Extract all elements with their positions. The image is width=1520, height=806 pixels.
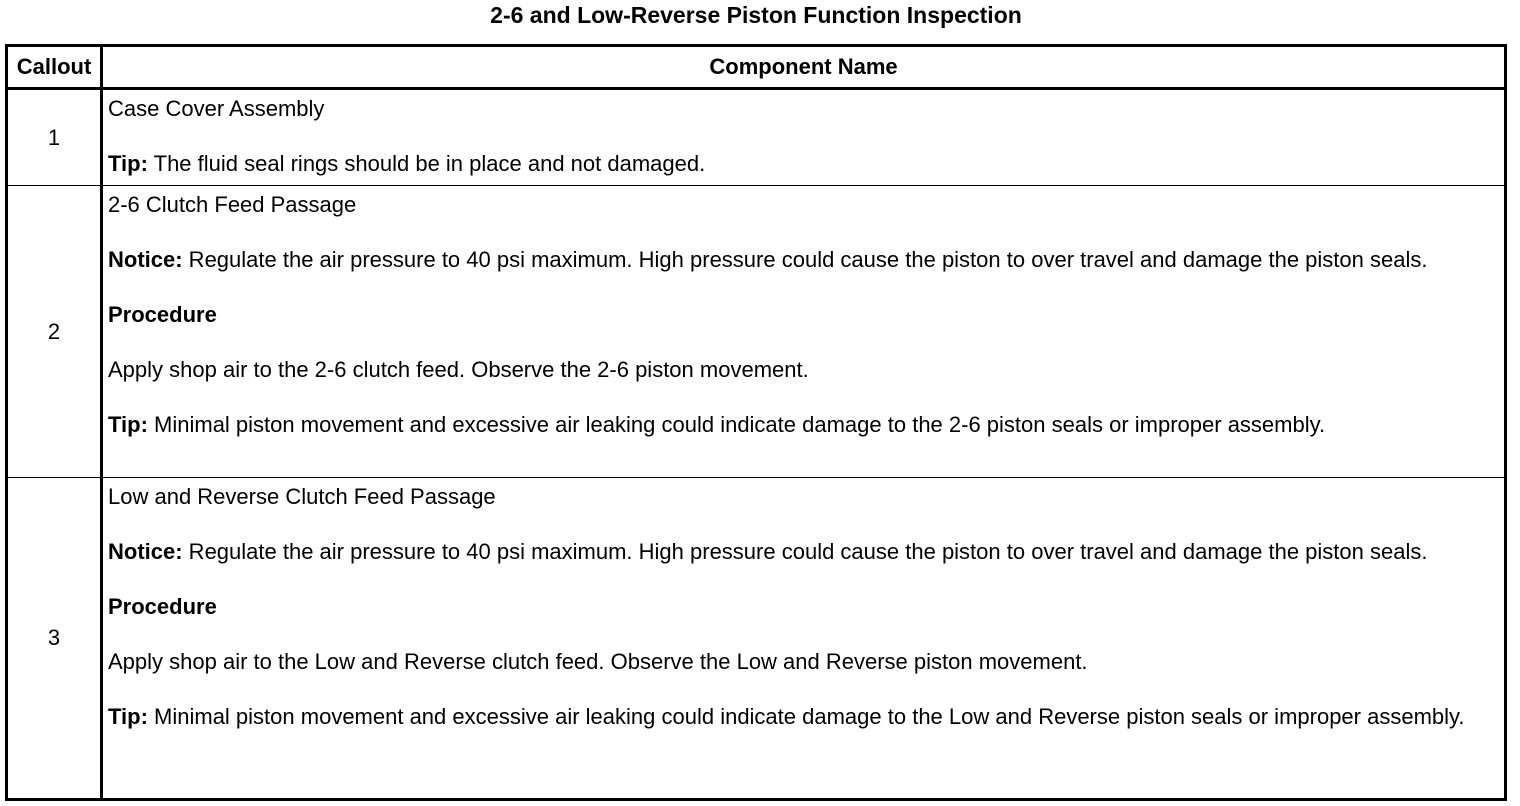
table-row [7,186,1506,478]
table-row [7,89,1506,186]
page-title: 2-6 and Low-Reverse Piston Function Inspection [490,2,1022,28]
table-header-row [7,46,1506,89]
notice-text: Regulate the air pressure to 40 psi maximum. High pressure could cause the piston to over travel and damage the piston seals. [182,539,1428,564]
component-cell [102,89,1506,186]
procedure-text: Apply shop air to the 2-6 clutch feed. Observe the 2-6 piston movement. [108,357,809,382]
callout-column-header: Callout [7,46,102,89]
tip-text: The fluid seal rings should be in place and not damaged. [147,151,706,176]
tip-text: Minimal piston movement and excessive air leaking could indicate damage to the 2-6 piston seals or improper assembly. [147,412,1326,437]
tip-paragraph [108,149,1498,179]
tip-label: Tip: [108,412,148,437]
tip-label: Tip: [108,151,148,176]
component-name: 2-6 Clutch Feed Passage [108,192,357,217]
callout-number: 3 [7,478,102,800]
component-name-column-header: Component Name [102,46,1506,89]
component-name: Case Cover Assembly [108,96,325,121]
component-cell [102,186,1506,478]
tip-label: Tip: [108,704,148,729]
component-name: Low and Reverse Clutch Feed Passage [108,484,496,509]
procedure-heading: Procedure [108,594,217,619]
tip-paragraph [108,702,1498,732]
notice-label: Notice: [108,247,183,272]
notice-paragraph [108,537,1498,567]
component-cell [102,478,1506,800]
notice-text: Regulate the air pressure to 40 psi maximum. High pressure could cause the piston to over travel and damage the piston seals. [182,247,1428,272]
component-table [5,44,1507,801]
notice-paragraph [108,245,1498,275]
procedure-heading: Procedure [108,302,217,327]
table-row [7,478,1506,800]
tip-text: Minimal piston movement and excessive air leaking could indicate damage to the Low and Reverse piston seals or improper assembly. [147,704,1465,729]
callout-number: 1 [7,89,102,186]
procedure-text: Apply shop air to the Low and Reverse clutch feed. Observe the Low and Reverse piston movement. [108,649,1088,674]
tip-paragraph [108,410,1498,440]
callout-number: 2 [7,186,102,478]
notice-label: Notice: [108,539,183,564]
